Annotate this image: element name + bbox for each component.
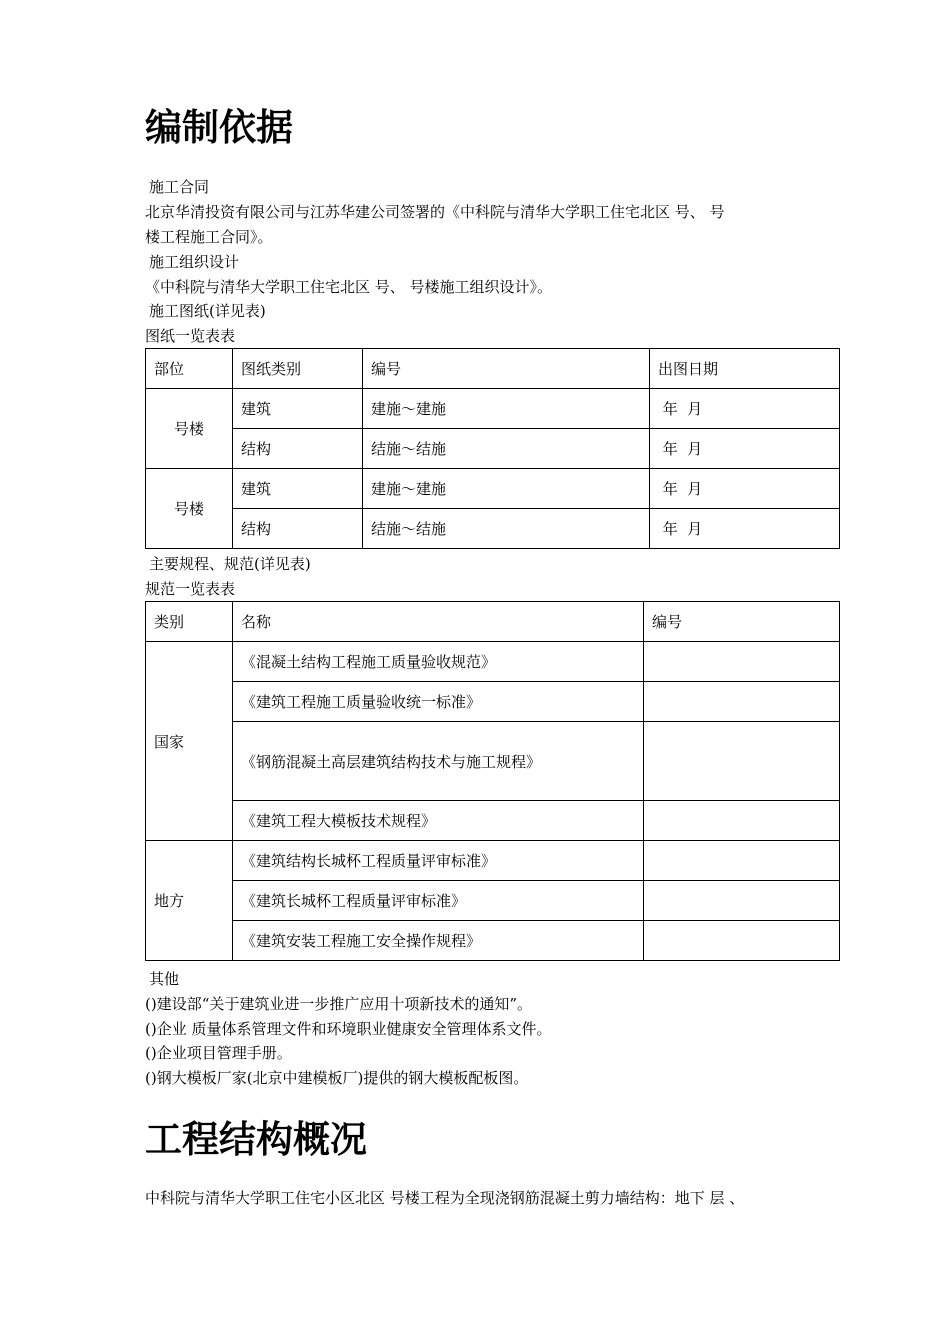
code-cell (644, 841, 840, 881)
table-cell: 《混凝土结构工程施工质量验收规范》 (233, 642, 644, 682)
header-cell: 图纸类别 (233, 349, 363, 389)
table-cell: 《钢筋混凝土高层建筑结构技术与施工规程》 (233, 722, 644, 801)
header-cell: 部位 (146, 349, 233, 389)
table-row (146, 469, 840, 509)
table-row (146, 682, 840, 722)
table-cell: 《建筑工程施工质量验收统一标准》 (233, 682, 644, 722)
table-cell: 建筑 (233, 389, 363, 429)
section-title-structure: 工程结构概况 (145, 1118, 367, 1161)
table-cell: 年 月 (650, 509, 840, 549)
other-item: ()钢大模板厂家(北京中建模板厂)提供的钢大模板配板图。 (145, 1069, 529, 1087)
other-item: ()建设部“关于建筑业进一步推广应用十项新技术的通知”。 (145, 995, 533, 1013)
table-row (146, 881, 840, 921)
table-cell: 建施～建施 (363, 389, 650, 429)
table-cell: 《建筑工程大模板技术规程》 (233, 801, 644, 841)
codes-table-title: 规范一览表表 (145, 580, 236, 598)
other-heading: 其他 (149, 970, 180, 988)
table-row (146, 841, 840, 881)
table-cell: 建施～建施 (363, 469, 650, 509)
category-cell: 地方 (146, 841, 233, 961)
header-cell: 类别 (146, 602, 233, 642)
codes-table (145, 601, 840, 961)
header-cell: 编号 (644, 602, 840, 642)
table-cell: 结施～结施 (363, 509, 650, 549)
code-cell (644, 642, 840, 682)
table-cell: 结构 (233, 429, 363, 469)
other-item: ()企业 质量体系管理文件和环境职业健康安全管理体系文件。 (145, 1020, 552, 1038)
section-title-basis: 编制依据 (145, 106, 293, 149)
part-cell: 号楼 (146, 469, 233, 549)
table-row (146, 801, 840, 841)
table-cell: 结施～结施 (363, 429, 650, 469)
code-cell (644, 921, 840, 961)
part-cell: 号楼 (146, 389, 233, 469)
table-cell: 年 月 (650, 429, 840, 469)
header-cell: 名称 (233, 602, 644, 642)
table-row (146, 509, 840, 549)
drawings-table (145, 348, 840, 549)
code-cell (644, 881, 840, 921)
codes-heading: 主要规程、规范(详见表) (149, 555, 311, 573)
contract-text-line1: 北京华清投资有限公司与江苏华建公司签署的《中科院与清华大学职工住宅北区 号、 号 (145, 203, 725, 221)
table-row (146, 642, 840, 682)
table-cell: 《建筑长城杯工程质量评审标准》 (233, 881, 644, 921)
table-cell: 《建筑安装工程施工安全操作规程》 (233, 921, 644, 961)
table-cell: 年 月 (650, 389, 840, 429)
table-cell: 建筑 (233, 469, 363, 509)
table-header-row (146, 602, 840, 642)
header-cell: 编号 (363, 349, 650, 389)
drawings-heading: 施工图纸(详见表) (149, 302, 266, 320)
code-cell (644, 722, 840, 801)
org-design-text: 《中科院与清华大学职工住宅北区 号、 号楼施工组织设计》。 (145, 278, 553, 296)
table-row (146, 389, 840, 429)
structure-overview-text: 中科院与清华大学职工住宅小区北区 号楼工程为全现浇钢筋混凝土剪力墙结构：地下 层 、 (145, 1189, 745, 1207)
other-item: ()企业项目管理手册。 (145, 1044, 292, 1062)
table-row (146, 921, 840, 961)
table-cell: 《建筑结构长城杯工程质量评审标准》 (233, 841, 644, 881)
contract-text-line2: 楼工程施工合同》。 (145, 228, 273, 246)
contract-heading: 施工合同 (149, 178, 210, 196)
drawings-table-title: 图纸一览表表 (145, 327, 236, 345)
table-cell: 结构 (233, 509, 363, 549)
table-header-row (146, 349, 840, 389)
header-cell: 出图日期 (650, 349, 840, 389)
code-cell (644, 801, 840, 841)
table-cell: 年 月 (650, 469, 840, 509)
table-row (146, 722, 840, 801)
category-cell: 国家 (146, 642, 233, 841)
table-row (146, 429, 840, 469)
code-cell (644, 682, 840, 722)
org-design-heading: 施工组织设计 (149, 253, 240, 271)
